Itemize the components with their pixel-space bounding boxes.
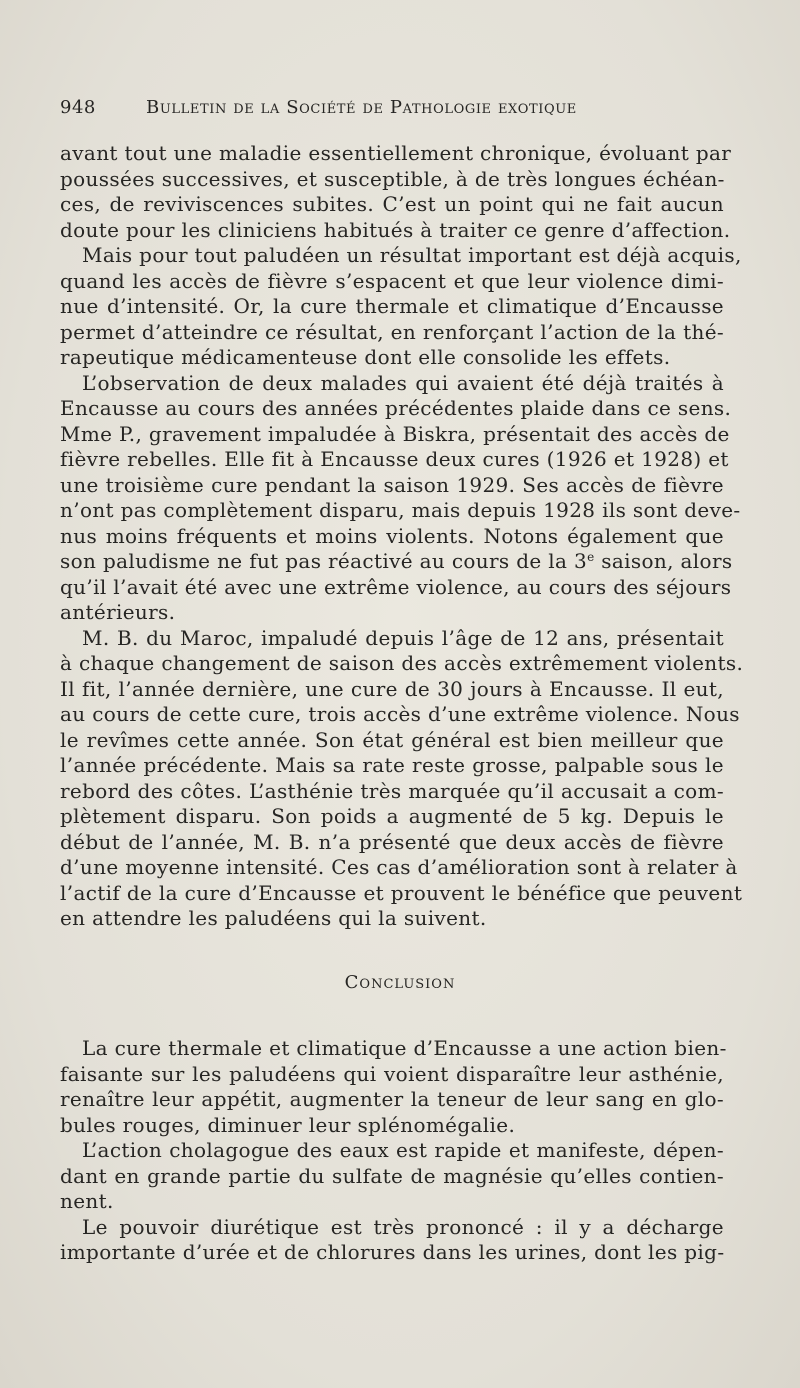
body-line: l’année précédente. Mais sa rate reste grosse, palpable sous le — [60, 753, 724, 777]
body-line: le revîmes cette année. Son état général est bien meilleur que — [60, 727, 724, 752]
conclusion-line: renaître leur appétit, augmenter la teneur de leur sang en glo- — [60, 1087, 724, 1111]
section-heading: Conclusion — [344, 972, 456, 993]
page-header — [60, 97, 760, 127]
conclusion-line: bules rouges, diminuer leur splénomégalie. — [60, 1112, 516, 1137]
body-line: à chaque changement de saison des accès extrêmement violents. — [60, 651, 744, 675]
conclusion-text — [60, 1036, 727, 1266]
body-line — [60, 549, 733, 575]
body-line: début de l’année, M. B. n’a présenté que deux accès de fièvre — [60, 829, 724, 854]
body-line: l’actif de la cure d’Encausse et prouvent le bénéfice que peuvent — [60, 880, 743, 905]
body-line: nus moins fréquents et moins violents. Notons également que — [60, 523, 724, 548]
body-line: permet d’atteindre ce résultat, en renforçant l’action de la thé- — [60, 319, 724, 344]
conclusion-line: La cure thermale et climatique d’Encausse a une action bien- — [82, 1036, 727, 1060]
body-line: fièvre rebelles. Elle fit à Encausse deux cures (1926 et 1928) et — [60, 447, 729, 471]
body-line-end: saison, alors — [594, 549, 733, 573]
body-line: Encausse au cours des années précédentes plaide dans ce sens. — [60, 396, 732, 420]
superscript: e — [587, 550, 595, 564]
body-line: quand les accès de fièvre s’espacent et que leur violence dimi- — [60, 268, 724, 293]
body-line: qu’il l’avait été avec une extrême violence, au cours des séjours — [60, 574, 732, 599]
body-line: d’une moyenne intensité. Ces cas d’amélioration sont à relater à — [60, 855, 738, 879]
body-line-start: son paludisme ne fut pas réactivé au cours de la 3 — [60, 549, 588, 573]
body-line: rapeutique médicamenteuse dont elle consolide les effets. — [60, 345, 671, 369]
conclusion-line: Le pouvoir diurétique est très prononcé : il y a décharge — [82, 1214, 724, 1239]
conclusion-line: nent. — [60, 1189, 114, 1213]
body-line: au cours de cette cure, trois accès d’une extrême violence. Nous — [60, 702, 740, 726]
body-line: Mme P., gravement impaludée à Biskra, présentait des accès de — [60, 421, 730, 446]
conclusion-line: dant en grande partie du sulfate de magnésie qu’elles contien- — [60, 1163, 724, 1188]
body-line: n’ont pas complètement disparu, mais depuis 1928 ils sont deve- — [60, 498, 741, 522]
conclusion-line: L’action cholagogue des eaux est rapide et manifeste, dépen- — [82, 1138, 724, 1162]
body-line: une troisième cure pendant la saison 1929. Ses accès de fièvre — [60, 472, 724, 497]
body-line: ces, de reviviscences subites. C’est un point qui ne fait aucun — [60, 192, 724, 216]
running-title: Bulletin de la Société de Pathologie exotique — [146, 97, 577, 118]
body-line: doute pour les cliniciens habitués à traiter ce genre d’affection. — [60, 217, 731, 242]
body-line: M. B. du Maroc, impaludé depuis l’âge de 12 ans, présentait — [82, 625, 724, 650]
body-line: Mais pour tout paludéen un résultat important est déjà acquis, — [82, 243, 742, 267]
body-line: avant tout une maladie essentiellement chronique, évoluant par — [60, 141, 732, 165]
conclusion-line: importante d’urée et de chlorures dans les urines, dont les pig- — [60, 1240, 725, 1264]
page-number: 948 — [60, 97, 96, 118]
body-line: en attendre les paludéens qui la suivent. — [60, 906, 487, 930]
body-line: rebord des côtes. L’asthénie très marquée qu’il accusait a com- — [60, 778, 724, 803]
body-line: nue d’intensité. Or, la cure thermale et climatique d’Encausse — [60, 294, 724, 318]
body-text — [60, 141, 744, 932]
body-line: Il fit, l’année dernière, une cure de 30 jours à Encausse. Il eut, — [60, 676, 724, 701]
conclusion-line: faisante sur les paludéens qui voient disparaître leur asthénie, — [60, 1061, 724, 1086]
body-line: antérieurs. — [60, 600, 176, 624]
body-line: L’observation de deux malades qui avaient été déjà traités à — [82, 370, 724, 395]
body-line: poussées successives, et susceptible, à de très longues échéan- — [60, 166, 725, 191]
body-line: plètement disparu. Son poids a augmenté de 5 kg. Depuis le — [60, 804, 724, 828]
